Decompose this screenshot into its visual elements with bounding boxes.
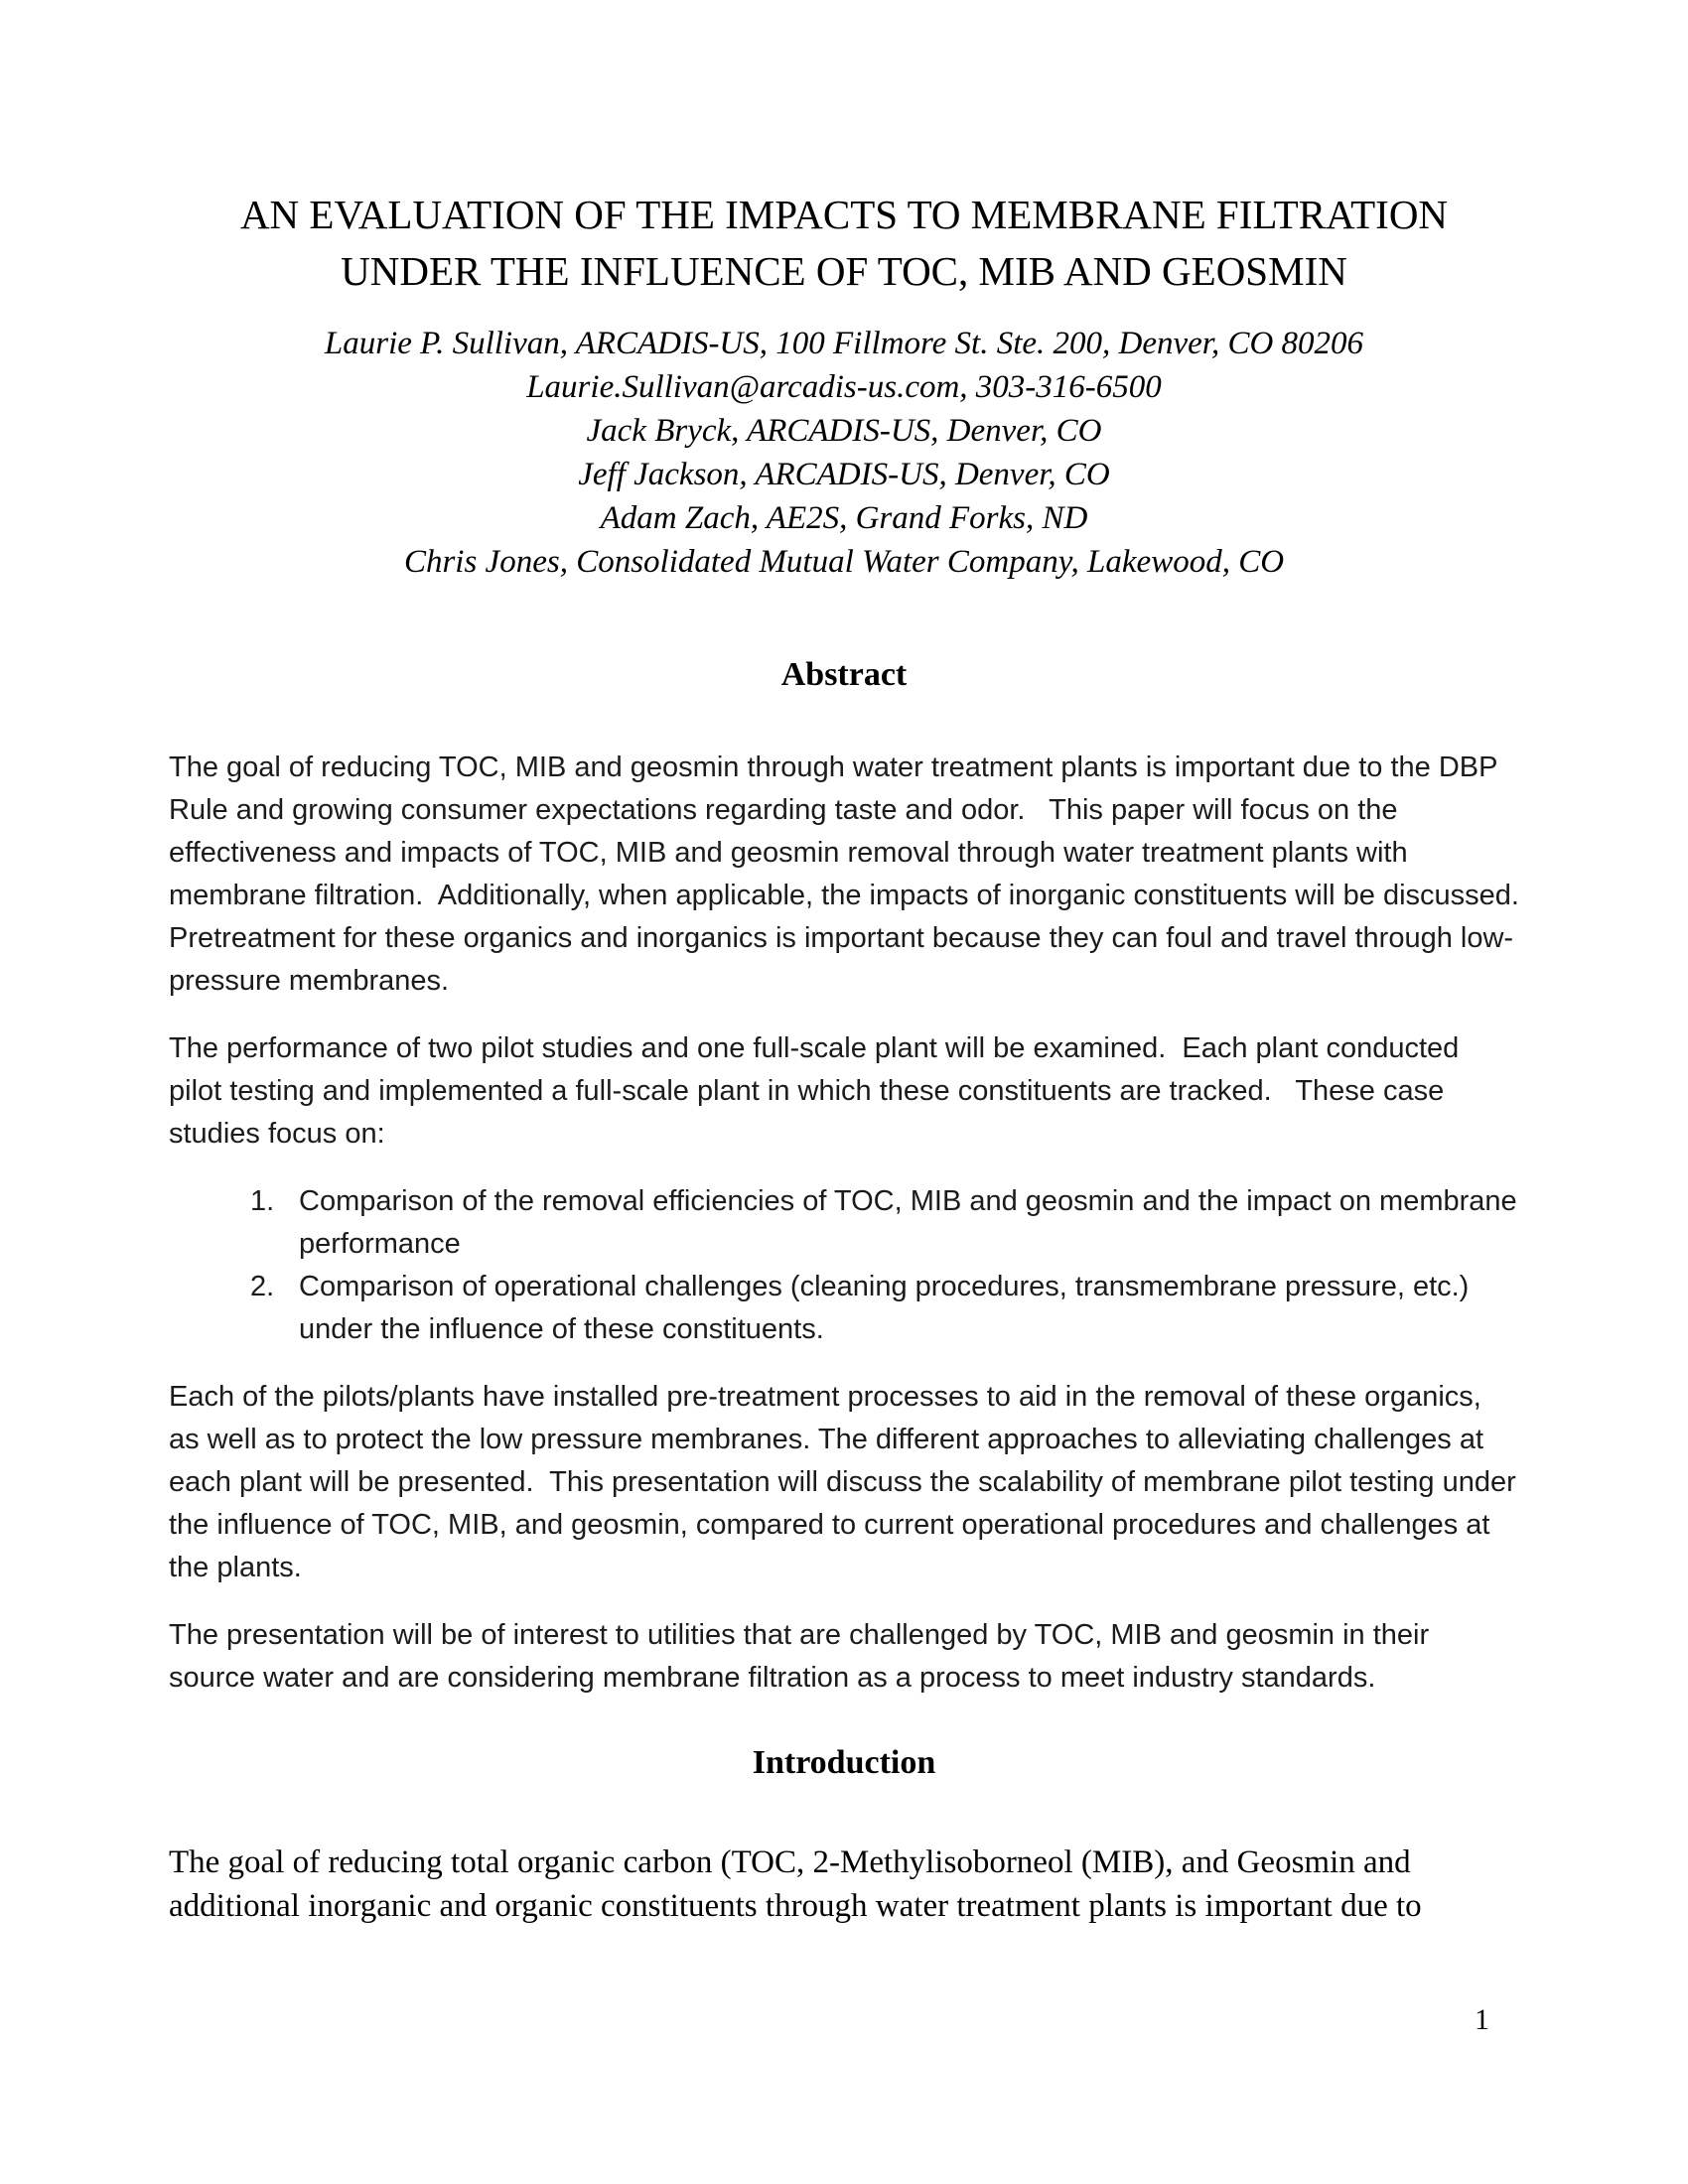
author-block	[169, 322, 1519, 584]
introduction-paragraph: The goal of reducing total organic carbon (TOC, 2-Methylisoborneol (MIB), and Geosmin and additional inorganic and organic constituents through water treatment plants is important due to	[169, 1844, 1422, 1924]
author-line: Adam Zach, AE2S, Grand Forks, ND	[600, 500, 1088, 536]
abstract-paragraph: The presentation will be of interest to utilities that are challenged by TOC, MIB and geosmin in their source water and are considering membrane filtration as a process to meet industry standards.	[169, 1619, 1438, 1694]
list-item	[169, 1266, 1519, 1351]
abstract-paragraph: The performance of two pilot studies and one full-scale plant will be examined. Each plant conducted pilot testing and implemented a full-scale plant in which these constituents are tracked. These case studies focus on:	[169, 1032, 1468, 1150]
list-item-number: 2.	[250, 1271, 275, 1302]
author-line: Jeff Jackson, ARCADIS-US, Denver, CO	[578, 457, 1110, 492]
abstract-paragraph: Each of the pilots/plants have installed pre-treatment processes to aid in the removal of these organics, as well as to protect the low pressure membranes. The different approaches to alleviating challenges at each plant will be presented. This presentation will discuss the scalability of membrane pilot testing under the influence of TOC, MIB, and geosmin, compared to current operational procedures and challenges at the plants.	[169, 1381, 1524, 1583]
introduction-heading: Introduction	[752, 1744, 936, 1781]
paper-title-line-1: AN EVALUATION OF THE IMPACTS TO MEMBRANE FILTRATION	[239, 192, 1449, 237]
list-item-text: Comparison of operational challenges (cleaning procedures, transmembrane pressure, etc.) under the influence of these constituents.	[299, 1271, 1477, 1345]
page-content	[169, 187, 1528, 1928]
author-contact-line: Laurie.Sullivan@arcadis-us.com, 303-316-6500	[526, 369, 1162, 405]
case-study-list	[169, 1180, 1525, 1351]
abstract-heading: Abstract	[780, 656, 908, 693]
paper-title	[169, 187, 1519, 300]
author-line: Chris Jones, Consolidated Mutual Water Company, Lakewood, CO	[403, 544, 1285, 580]
page-number: 1	[1475, 2003, 1489, 2036]
list-item	[169, 1180, 1525, 1266]
abstract-paragraph: The goal of reducing TOC, MIB and geosmin through water treatment plants is important due to the DBP Rule and growing consumer expectations regarding taste and odor. This paper will focus on the effectiveness and impacts of TOC, MIB and geosmin removal through water treatment plants with membrane filtration. Additionally, when applicable, the impacts of inorganic constituents will be discussed. Pretreatment for these organics and inorganics is important because they can foul and travel through low-pressure membranes.	[169, 751, 1528, 997]
abstract-body	[169, 747, 1528, 1700]
paper-title-line-2: UNDER THE INFLUENCE OF TOC, MIB AND GEOSMIN	[341, 248, 1347, 294]
author-line: Laurie P. Sullivan, ARCADIS-US, 100 Fillmore St. Ste. 200, Denver, CO 80206	[324, 326, 1364, 361]
list-item-text: Comparison of the removal efficiencies of TOC, MIB and geosmin and the impact on membrane performance	[299, 1185, 1525, 1260]
author-line: Jack Bryck, ARCADIS-US, Denver, CO	[586, 413, 1102, 449]
list-item-number: 1.	[250, 1185, 275, 1217]
